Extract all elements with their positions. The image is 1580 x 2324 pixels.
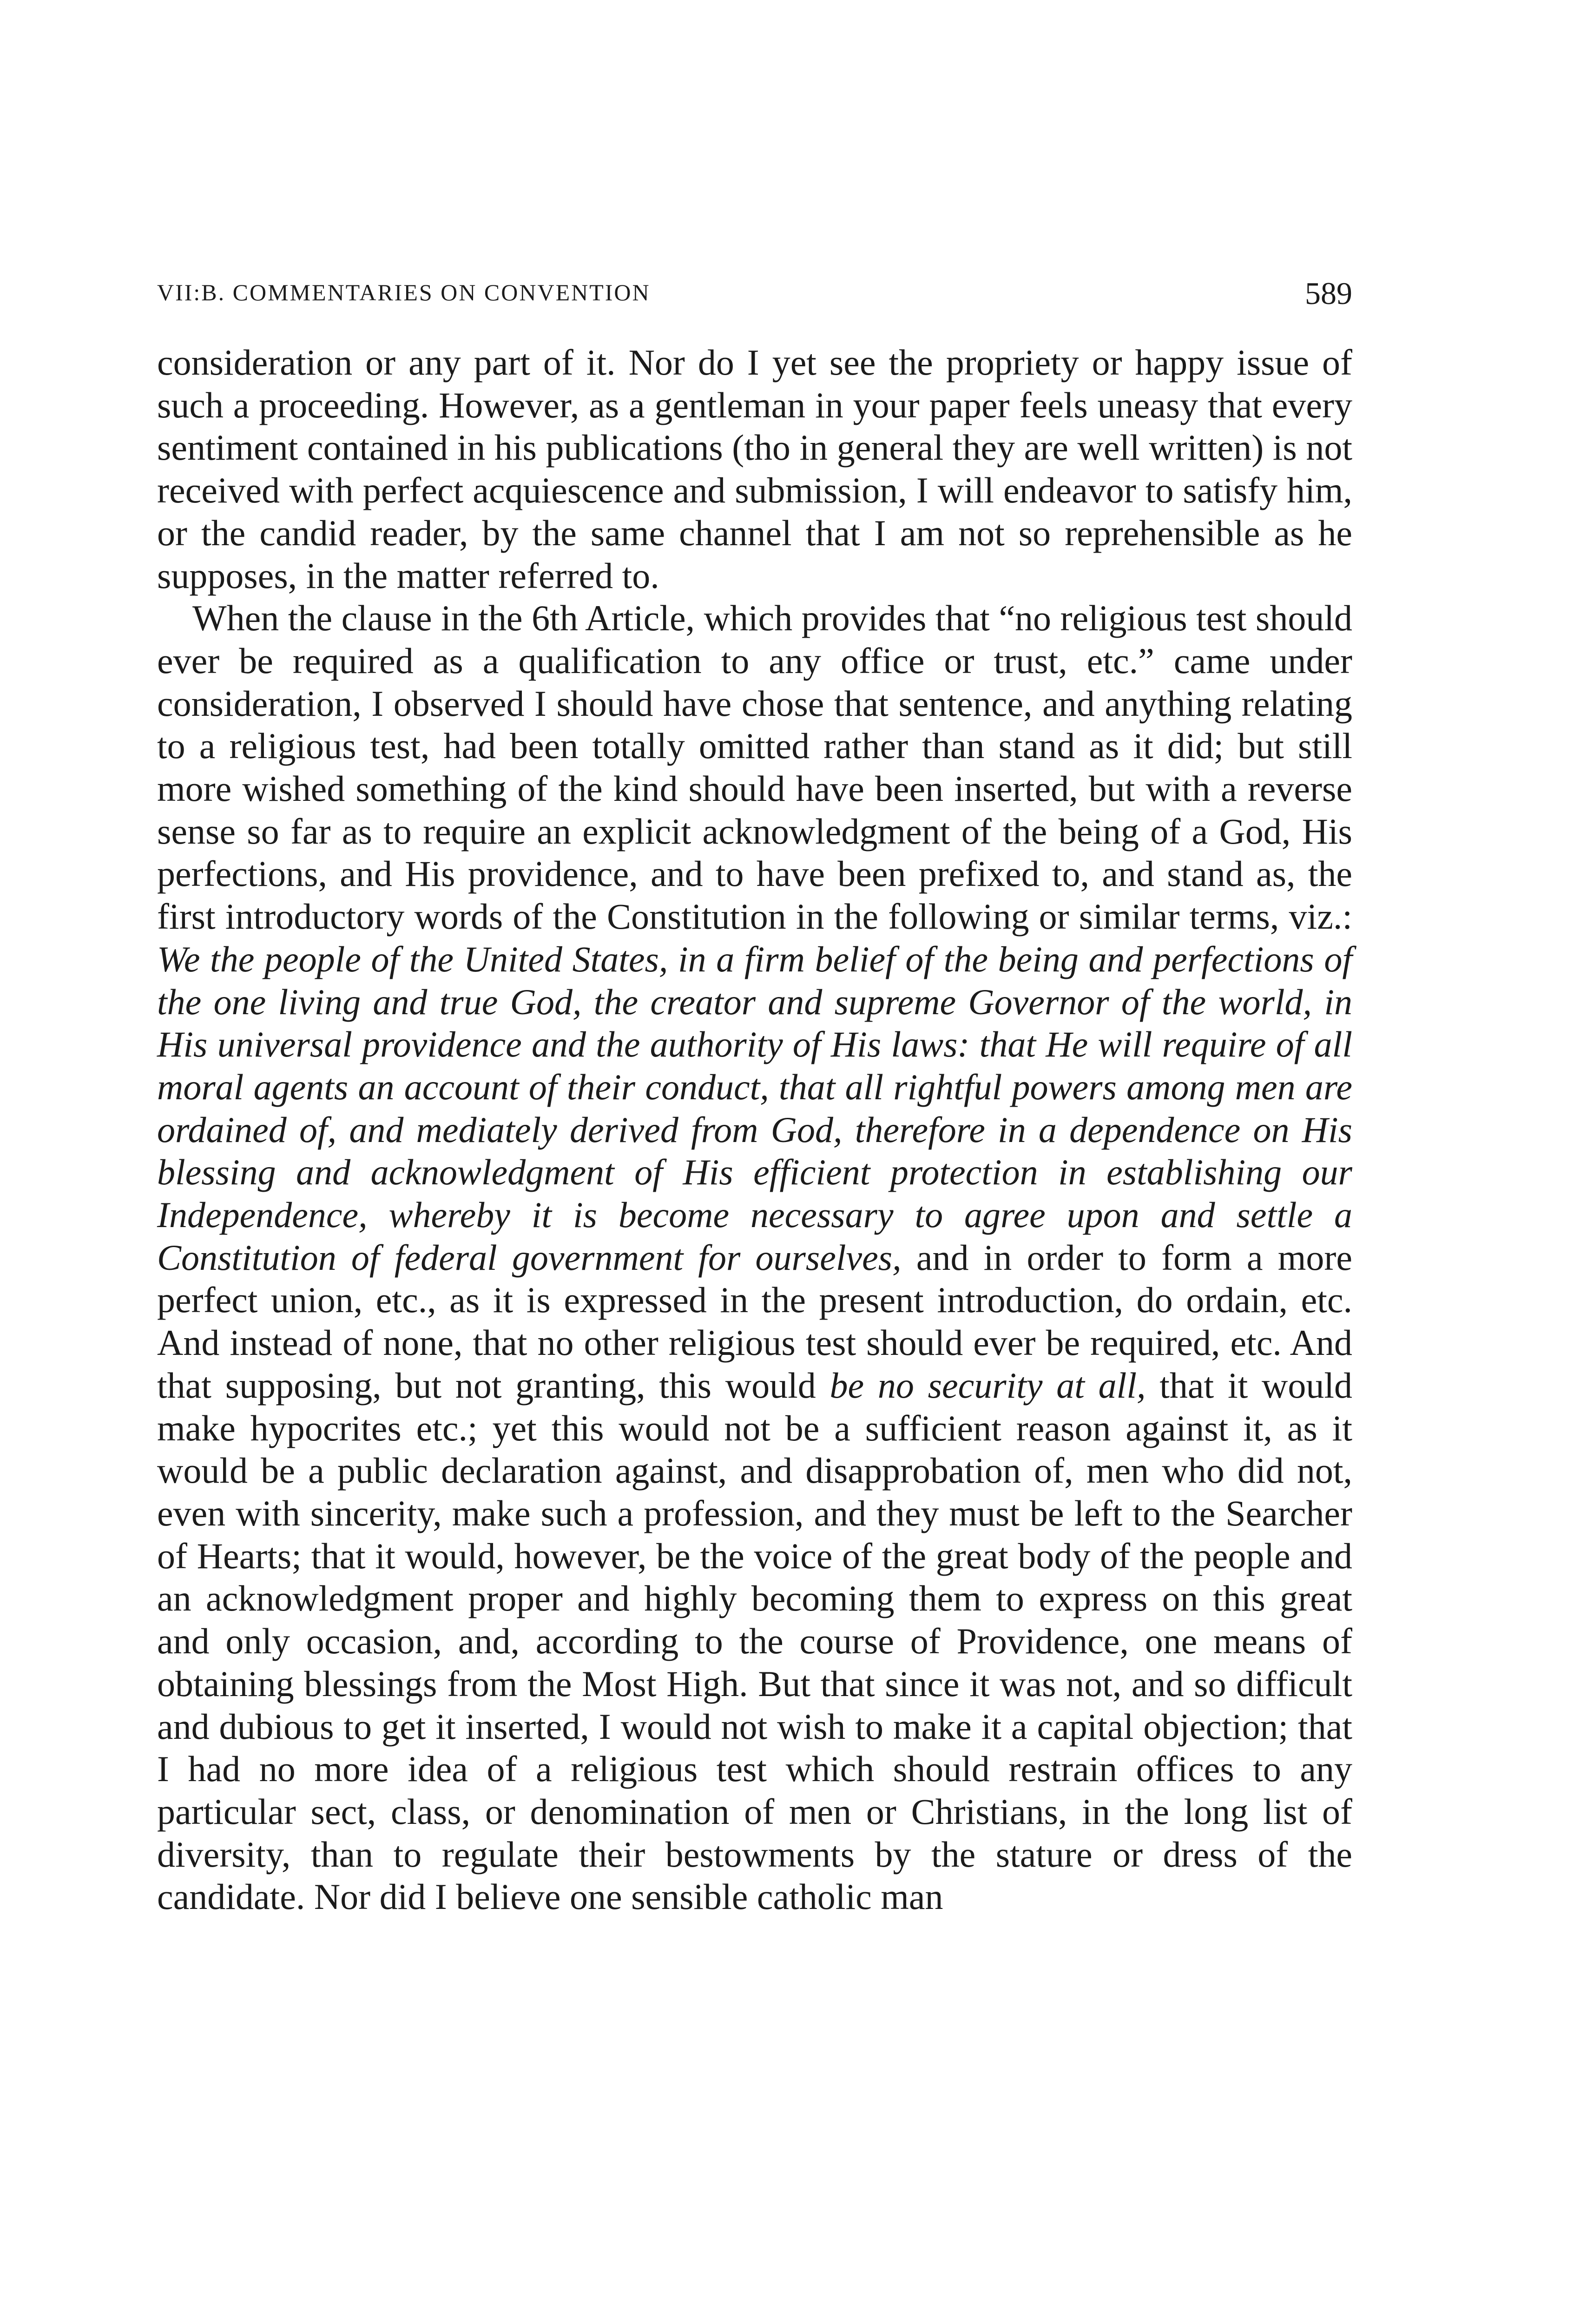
proposed-preamble: We the people of the United States, in a firm belief of the being and perfections of the one living and true God, the creator and supreme Governor of the world, in His universal providence and the authority of His laws: that He will require of all moral agents an account of their conduct, that all rightful powers among men are ordained of, and mediately derived from God, therefore in a dependence on His blessing and acknowledgment of His efficient protection in establishing our Independence, whereby it is become necessary to agree upon and settle a Constitution of federal government for ourselves,: [157, 938, 1352, 1278]
page-number: 589: [1305, 276, 1352, 311]
paragraph-2-continuation: and in order to form a more perfect union, etc., as it is expressed in the present introduction, do ordain, etc. And instead of none, that no other religious test should ever be required, etc. And that supposing, but not granting, this would: [157, 1237, 1352, 1406]
running-head: [157, 275, 1352, 312]
body-text: [157, 341, 1352, 1918]
quoted-objection: be no security at all,: [830, 1365, 1146, 1406]
paragraph-2-conclusion: that it would make hypocrites etc.; yet this would not be a sufficient reason against it, as it would be a public declaration against, and disapprobation of, men who did not, even with sincerity, make such a profession, and they must be left to the Searcher of Hearts; that it would, however, be the voice of the great body of the people and an acknowledgment proper and highly becoming them to express on this great and only occasion, and, according to the course of Providence, one means of obtaining blessings from the Most High. But that since it was not, and so difficult and dubious to get it inserted, I would not wish to make it a capital objection; that I had no more idea of a religious test which should restrain offices to any particular sect, class, or denomination of men or Christians, in the long list of diversity, than to regulate their bestowments by the stature or dress of the candidate. Nor did I believe one sensible catholic man: [157, 1365, 1353, 1917]
paragraph-2: [157, 597, 1352, 1918]
running-title: VII:B. COMMENTARIES ON CONVENTION: [157, 279, 651, 305]
paragraph-1: consideration or any part of it. Nor do I yet see the propriety or happy issue of such a proceeding. However, as a gentleman in your paper feels uneasy that every sentiment contained in his publications (tho in general they are well written) is not received with perfect acquiescence and submission, I will endeavor to satisfy him, or the candid reader, by the same channel that I am not so reprehensible as he supposes, in the matter referred to.: [157, 342, 1352, 596]
paragraph-2-intro: When the clause in the 6th Article, which provides that “no religious test should ever be required as a qualification to any office or trust, etc.” came under consideration, I observed I should have chose that sentence, and anything relating to a religious test, had been totally omitted rather than stand as it did; but still more wished something of the kind should have been inserted, but with a reverse sense so far as to require an explicit acknowledgment of the being of a God, His perfections, and His providence, and to have been prefixed to, and stand as, the first introductory words of the Constitution in the following or similar terms, viz.:: [157, 598, 1352, 937]
